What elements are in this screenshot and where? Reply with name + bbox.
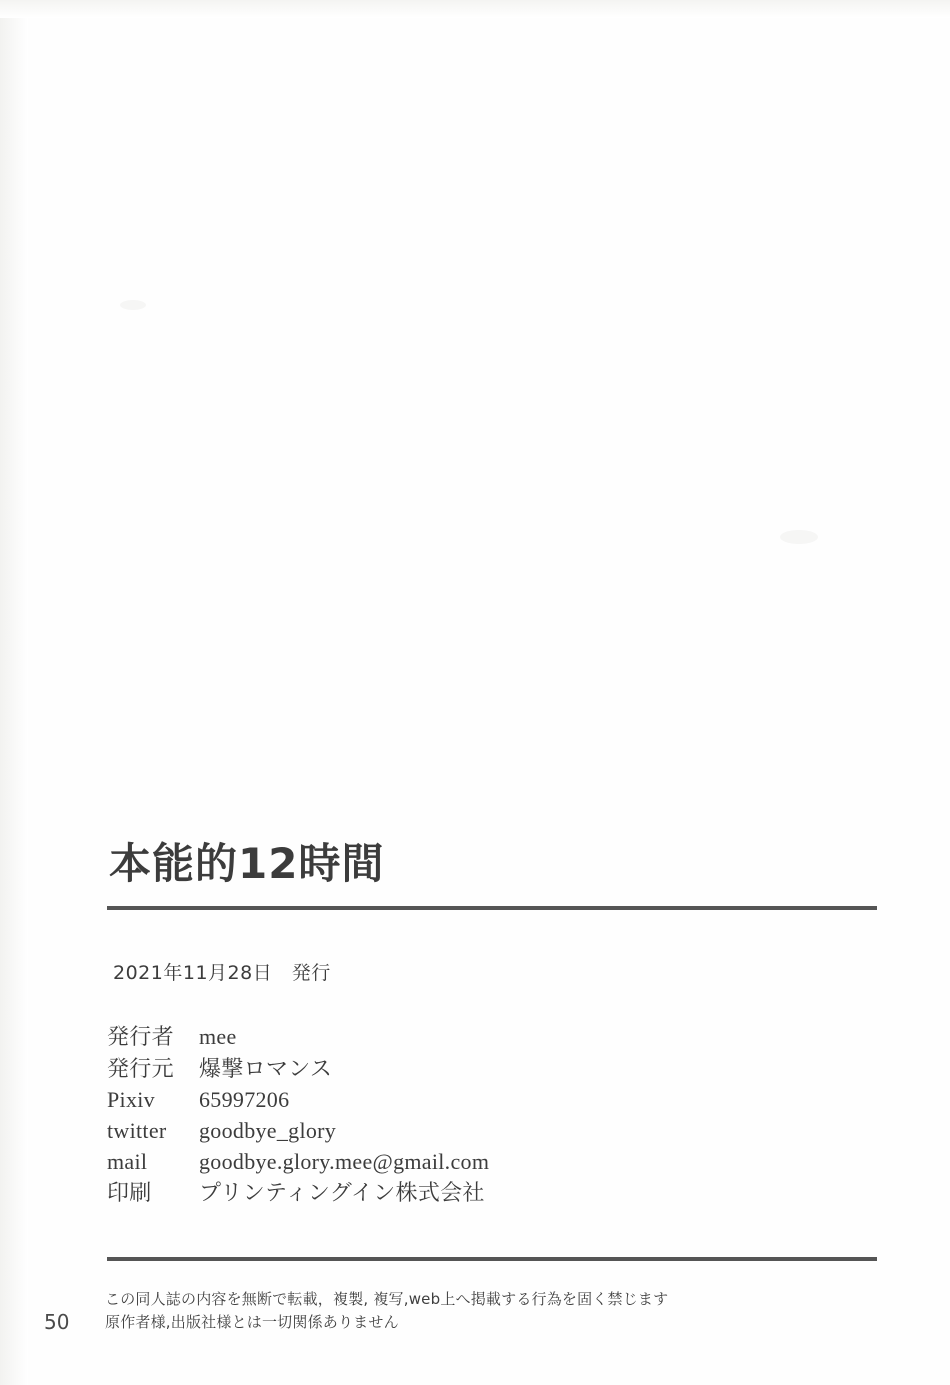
info-row [107, 1177, 877, 1208]
divider-top [107, 906, 877, 910]
page-number: 50 [44, 1310, 70, 1334]
info-value: 爆撃ロマンス [199, 1055, 333, 1081]
info-label: Pixiv [107, 1086, 155, 1112]
publication-info-list [107, 1021, 877, 1208]
info-row [107, 1084, 877, 1115]
notice-line-2: 原作者様,出版社様とは一切関係ありません [105, 1313, 399, 1332]
info-value: goodbye_glory [199, 1118, 337, 1143]
info-value: mee [199, 1024, 237, 1050]
divider-bottom [107, 1257, 877, 1261]
info-row [107, 1115, 877, 1146]
publication-date: 2021年11月28日 発行 [113, 962, 331, 985]
info-label: 印刷 [107, 1180, 152, 1206]
colophon-block [107, 840, 877, 1209]
info-label: mail [107, 1149, 148, 1175]
info-row [107, 1021, 877, 1052]
info-value: 65997206 [199, 1086, 290, 1112]
page-title: 本能的12時間 [109, 839, 385, 888]
info-value: プリンティングイン株式会社 [199, 1180, 485, 1206]
info-row [107, 1053, 877, 1084]
divider-bottom-wrap [107, 1257, 877, 1261]
paper-edge-left [0, 0, 28, 1385]
info-value: goodbye.glory.mee@gmail.com [199, 1149, 490, 1175]
paper-edge-top [0, 0, 950, 18]
paper-speck [120, 300, 146, 310]
info-row [107, 1146, 877, 1177]
copyright-notice [105, 1288, 885, 1335]
info-label: twitter [107, 1118, 167, 1143]
info-label: 発行者 [107, 1024, 174, 1050]
notice-line-1: この同人誌の内容を無断で転載，複製, 複写,web上へ掲載する行為を固く禁じます [105, 1290, 669, 1308]
info-label: 発行元 [107, 1055, 174, 1081]
paper-speck [780, 530, 818, 544]
